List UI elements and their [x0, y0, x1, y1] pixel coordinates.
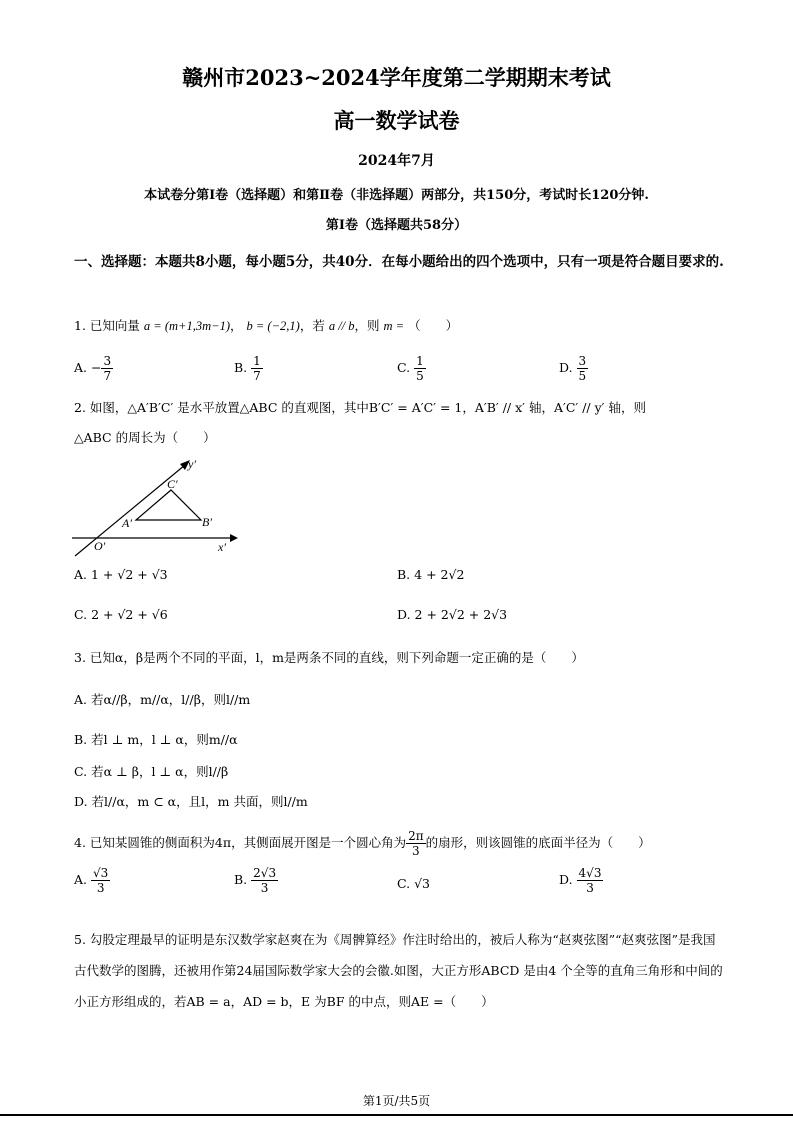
bottom-rule [0, 1114, 793, 1116]
q1-sep: ， [229, 318, 243, 333]
question-3: 3. 已知α，β是两个不同的平面，l，m是两条不同的直线，则下列命题一定正确的是（ ） [74, 650, 584, 665]
option-label: B. [234, 360, 248, 375]
q2-option-d [397, 607, 507, 622]
exam-intro: 本试卷分第Ⅰ卷（选择题）和第Ⅱ卷（非选择题）两部分，共150分，考试时长120分钟. [144, 188, 649, 203]
frac-den: 7 [253, 369, 261, 383]
q4-option-b [234, 866, 278, 895]
frac-num: 2√3 [253, 866, 277, 880]
q2-option-b [397, 567, 464, 582]
triangle-abc [136, 490, 201, 520]
frac-den: 3 [586, 881, 594, 895]
q2-option-a [74, 567, 168, 582]
frac-den: 7 [103, 369, 112, 383]
option-value: 若α ⊥ β，l ⊥ α，则l//β [91, 764, 229, 779]
question-2-line1: 2. 如图，△A′B′C′ 是水平放置△ABC 的直观图，其中B′C′ = A′C′ = 1，A′B′ // x′ 轴，A′C′ // y′ 轴，则 [74, 400, 646, 415]
option-label: C. [397, 360, 411, 375]
q1-text-mid: ，若 [299, 318, 325, 333]
q1-text-pre: 已知向量 [89, 318, 140, 333]
question-1 [74, 316, 458, 336]
label-c: C′ [167, 477, 178, 491]
frac-den: 5 [578, 369, 587, 383]
frac-num: 1 [416, 354, 424, 368]
option-label: D. [74, 794, 88, 809]
option-value: √3 [414, 876, 430, 891]
option-label: A. [74, 567, 88, 582]
q1-condition: a // b [328, 319, 355, 333]
q1-paren: （ ） [408, 318, 459, 333]
q4-option-a [74, 866, 110, 895]
option-value: 1 + √2 + √3 [91, 567, 168, 582]
option-value: 若l ⊥ m，l ⊥ α，则m//α [91, 732, 238, 747]
q1-vector-b: b = (−2,1) [246, 319, 300, 333]
q1-option-a [74, 354, 113, 383]
frac-num: 3 [578, 354, 587, 368]
question-4 [74, 826, 651, 860]
label-a: A′ [122, 516, 132, 530]
option-label: C. [397, 876, 411, 891]
option-label: C. [74, 764, 88, 779]
q4-text-pre: 4. 已知某圆锥的侧面积为4π，其侧面展开图是一个圆心角为 [74, 835, 407, 850]
option-label: B. [397, 567, 411, 582]
q1-option-d [559, 354, 588, 383]
q3-option-d [74, 792, 308, 810]
q1-ask: m = [383, 319, 405, 333]
exam-date: 2024年7月 [358, 153, 435, 169]
question-2-line2: △ABC 的周长为（ ） [74, 430, 216, 445]
option-label: A. [74, 872, 88, 887]
q4-text-post: 的扇形，则该圆锥的底面半径为（ ） [425, 835, 651, 850]
part-title: 第Ⅰ卷（选择题共58分） [325, 218, 468, 233]
q1-number: 1. [74, 318, 86, 333]
label-origin: O′ [94, 539, 106, 553]
oblique-diagram [70, 455, 240, 560]
q4-option-d [559, 866, 603, 895]
page-number: 第1页/共5页 [362, 1094, 431, 1108]
option-value: 若α//β，m//α，l//β，则l//m [91, 692, 251, 707]
option-value: 4 + 2√2 [414, 567, 465, 582]
section-heading: 一、选择题：本题共8小题，每小题5分，共40分．在每小题给出的四个选项中，只有一项是符合题目要求的. [74, 254, 724, 270]
option-label: A. [74, 692, 88, 707]
option-label: B. [234, 872, 248, 887]
option-sign: − [91, 360, 102, 375]
frac-num: 1 [253, 354, 261, 368]
q1-option-c [397, 354, 426, 383]
q1-option-b [234, 354, 263, 383]
frac-den: 3 [260, 881, 269, 895]
option-label: B. [74, 732, 88, 747]
option-value: 2 + √2 + √6 [91, 607, 168, 622]
x-axis-arrow [230, 534, 238, 542]
option-value: 2 + 2√2 + 2√3 [414, 607, 508, 622]
frac-num: 2π [408, 829, 424, 843]
option-label: C. [74, 607, 88, 622]
option-value: 若l//α，m ⊂ α，且l，m 共面，则l//m [91, 794, 308, 809]
q4-option-c [397, 876, 430, 891]
frac-num: √3 [93, 866, 109, 880]
q2-option-c [74, 607, 168, 622]
frac-num: 3 [103, 354, 112, 368]
label-x-axis: x′ [218, 540, 226, 554]
label-y-axis: y′ [188, 457, 196, 471]
label-b: B′ [202, 515, 212, 529]
q3-option-a [74, 690, 250, 708]
frac-den: 3 [412, 844, 420, 858]
question-5: 5. 勾股定理最早的证明是东汉数学家赵爽在为《周髀算经》作注时给出的，被后人称为“赵爽弦图”“赵爽弦图”是我国古代数学的图腾，还被用作第24届国际数学家大会的会徽.如图，大正方形ABCD 是由4 个全等的直角三角形和中间的小正方形组成的，若AB = a，AD = b，E 为BF 的中点，则AE =（ ） [74, 932, 723, 1009]
frac-num: 4√3 [578, 866, 602, 880]
option-label: D. [397, 607, 411, 622]
q3-option-b [74, 730, 238, 748]
q3-option-c [74, 762, 228, 780]
q1-vector-a: a = (m+1,3m−1) [143, 319, 230, 333]
frac-den: 5 [416, 369, 424, 383]
exam-title: 赣州市2023~2024学年度第二学期期末考试 [182, 65, 611, 90]
frac-den: 3 [96, 881, 105, 895]
option-label: D. [559, 360, 573, 375]
option-label: D. [559, 872, 573, 887]
q1-text-post: ，则 [354, 318, 380, 333]
option-label: A. [74, 360, 88, 375]
exam-subtitle: 高一数学试卷 [333, 108, 460, 133]
